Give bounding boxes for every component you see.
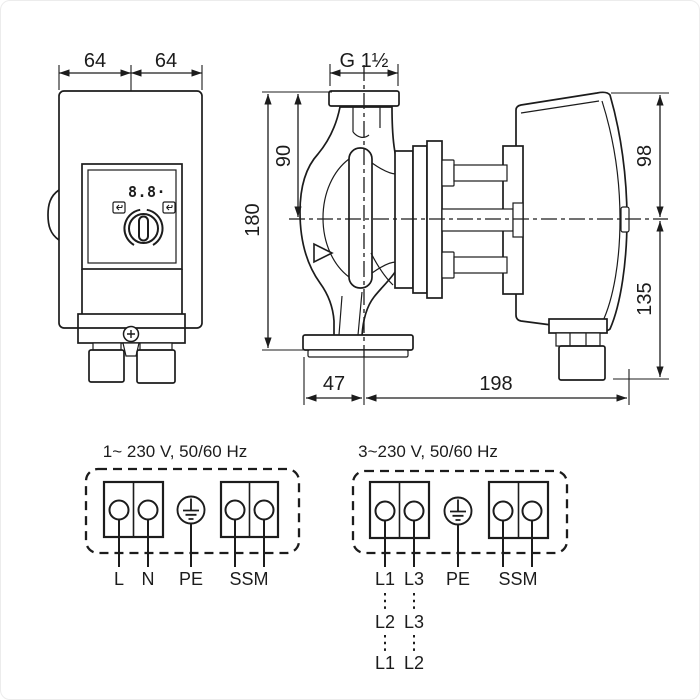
label-PE: PE [178, 569, 204, 589]
control-panel [82, 164, 182, 269]
pe-earth-icon-3ph [445, 498, 472, 525]
single-phase-title: 1~ 230 V, 50/60 Hz [102, 442, 248, 461]
label-SSM: SSM [229, 569, 269, 589]
terminal-L3 [405, 502, 424, 521]
dim-180-label: 180 [242, 203, 264, 237]
phase-swap-connectors-2 [385, 635, 414, 653]
phase-swap-connectors-1 [385, 593, 414, 611]
terminal-SSM-2 [255, 501, 274, 520]
side-view [242, 50, 669, 405]
terminal-L [110, 501, 129, 520]
dimension-width [59, 50, 202, 91]
terminal-N [139, 501, 158, 520]
terminal-SSM-1-3ph [494, 502, 513, 521]
front-view [48, 50, 202, 383]
dim-47-label: 47 [322, 373, 346, 395]
label-swap3-b: L2 [403, 653, 425, 673]
button-right-icon[interactable] [163, 202, 175, 213]
terminal-block-power-3ph [370, 482, 429, 538]
cable-gland-side [549, 319, 607, 380]
dim-width-left-label: 64 [83, 50, 107, 72]
terminal-block-ssm-3ph [489, 482, 548, 538]
terminal-block-power [104, 482, 163, 537]
label-swap2-b: L3 [403, 612, 425, 632]
label-SSM-3ph: SSM [498, 569, 538, 589]
dimension-bottom [304, 357, 629, 405]
label-N: N [141, 569, 155, 589]
terminal-block-ssm [221, 482, 278, 537]
label-swap3-a: L1 [374, 653, 396, 673]
dim-90-label: 90 [273, 144, 295, 168]
terminal-SSM-1 [226, 501, 245, 520]
dim-connection-label: G 1½ [339, 50, 389, 72]
pump-dimension-drawing [1, 1, 700, 700]
dim-198-label: 198 [479, 373, 513, 395]
led-display-value: 8.8· [127, 183, 167, 201]
terminal-L1 [376, 502, 395, 521]
tie-bolt-top [442, 160, 507, 186]
bottom-flange [303, 335, 413, 350]
label-swap2-a: L2 [374, 612, 396, 632]
pump-face-plate [349, 148, 372, 288]
tie-bolt-bottom [442, 252, 507, 278]
pe-earth-icon [178, 497, 205, 524]
label-L3: L3 [403, 569, 425, 589]
wiring-diagram-single-phase [86, 442, 299, 589]
label-L1: L1 [374, 569, 396, 589]
label-PE-3ph: PE [445, 569, 471, 589]
cable-gland-front-right [137, 343, 175, 383]
dim-98-label: 98 [634, 144, 656, 168]
side-port-bump [48, 190, 59, 240]
cable-gland-front-left [89, 343, 124, 382]
three-phase-title: 3~230 V, 50/60 Hz [358, 442, 498, 461]
control-module [516, 92, 629, 331]
button-left-icon[interactable] [113, 202, 125, 213]
dim-135-label: 135 [634, 282, 656, 316]
terminal-SSM-2-3ph [523, 502, 542, 521]
label-L: L [113, 569, 125, 589]
dim-width-right-label: 64 [154, 50, 178, 72]
wiring-diagram-three-phase [353, 442, 567, 673]
